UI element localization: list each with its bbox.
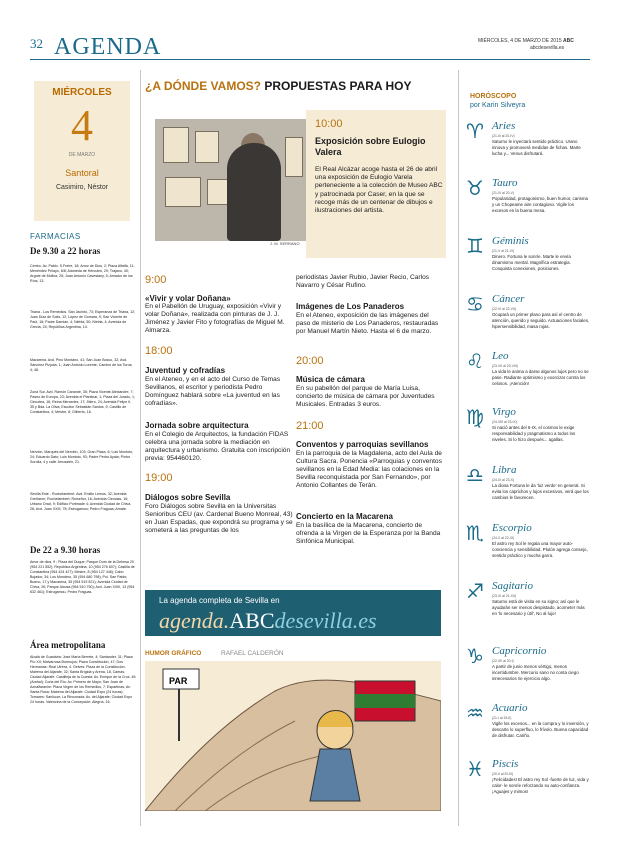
zodiac-1-icon: ♈	[466, 119, 484, 143]
month: DE MARZO	[68, 152, 96, 158]
zodiac-9-icon: ♐	[466, 579, 484, 603]
event-text: periodistas Javier Rubio, Javier Recio, Carlos Navarro y César Rufino.	[296, 274, 430, 289]
zodiac-4-icon: ♋	[466, 292, 484, 316]
event-text: En la basílica de la Macarena, concierto de ofrenda a la Virgen de la Esperanza por la Banda Sinfónica Municipal.	[296, 522, 441, 545]
zodiac-5-icon: ♌	[466, 349, 484, 373]
header-rule	[30, 59, 590, 60]
event-time: 21:00	[296, 420, 324, 432]
featured-text: El Real Alcázar acoge hasta el 26 de abril una exposición de Eulogio Varela perteneciente a la colección de Museo ABC y patrocinada por Caser, en la que se recoge más de un centenar de dibujos e ilustraciones del artista.	[315, 166, 443, 215]
event-text: En su pabellón del parque de María Luisa, concierto de música de cámara por Juventudes Musicales. Entradas 3 euros.	[296, 385, 435, 408]
sign-text: Saturno está de visita en su signo; así que le ayudarán ser menos despistado, acometer más en 'lo necesario y útil', No al lujo!	[492, 599, 585, 616]
zodiac-10-icon: ♑	[466, 644, 484, 668]
sign-text: El astro rey Sol le regala una mayor auto-conciencia y sensibilidad. Plutón agrega consejo, sentido práctico y mucha garra.	[492, 541, 588, 558]
proposals-title: ¿A DÓNDE VAMOS? PROPUESTAS PARA HOY	[145, 79, 412, 93]
featured-time: 10:00	[315, 118, 343, 130]
header-site: abcdesevilla.es	[530, 45, 565, 51]
sign-name: Acuario	[492, 702, 528, 714]
sign-name: Sagitario	[492, 580, 533, 592]
sign-dates: (24-X al 22-XI)	[492, 536, 515, 540]
zodiac-8-icon: ♏	[466, 521, 484, 545]
event-time: 18:00	[145, 345, 173, 357]
event-title: Jornada sobre arquitectura	[145, 421, 249, 430]
agenda-banner[interactable]	[145, 590, 441, 636]
event-text: En el Pabellón de Uruguay, exposición «Vivir y volar Doñana», realizada con pinturas de J. J. Jiménez y Javier Fito y fotografías de Miguel M. Almarza.	[145, 303, 285, 334]
horoscope-title: HORÓSCOPO	[470, 93, 517, 100]
weekday: MIÉRCOLES	[52, 87, 112, 98]
pharmacy-block: Centro. Av. Pablo. S.Freire, 18; Amor de Dios, 2; Plaza Alfalfa, 11; Menéndez Pelayo, 6/8; Alameda de Hércules, 29; Trajano, 40; Argote de Molina, 25; Juan Antonio Cavestany, 5; Amador de los Ríos, 13.	[30, 264, 135, 283]
date-box	[34, 81, 130, 221]
sign-dates: (20-II al 20-III)	[492, 772, 514, 776]
sign-dates: (21-V al 21-VI)	[492, 249, 515, 253]
event-title: Imágenes de Los Panaderos	[296, 302, 405, 311]
zodiac-7-icon: ♎	[466, 463, 484, 487]
sign-dates: (24-IX al 23-X)	[492, 478, 515, 482]
sign-dates: (21-I al 19-II)	[492, 716, 512, 720]
featured-title: Exposición sobre Eulogio Valera	[315, 136, 426, 157]
sign-text: Ocupará un primer plano para así el centro de atención, querido y seguido. Actuaciones faciales, hipersensibilidad, masa rojas.	[492, 312, 590, 329]
event-title: «Vivir y volar Doñana»	[145, 294, 231, 303]
pharmacy-block: Sevilla Este - Rochelambert. Avd. Emilio Lemos, 32; Avenida Greñaron; Rochelambert; Ruiseñor, 16; Avenida Ciencias, 16; Urbano Orad, 9; Edificio Portmade 4; Avenida Ciudad de Chiva, 26; Avd. Juan XXIII, 78; Estrugamou; Pedro Fraguas; Amate.	[30, 492, 132, 511]
sign-dates: (22-XII al 20-I)	[492, 659, 514, 663]
pharmacy-block: Amor de dios, 9 ; Plaza del Duque; Parque Dom de la Dehesa 20 (954 221 552); República Argentina, 10 (954 276 607); Castilla de Constantina (954 424 427); Mestre, 8 (954 127 446); Cabo Bojador, 34; Los Mondero, 35 (954 680 798); Pol. San Pablo; Bueno, 17 y Macarena, 35 (954 519 521); Avenida Ciudad de Chiva, 26; Parque Alcosa (954 510 750); Avd. Juan XXIII, 13 (954 632 461); Estrugamou, Pedro Fraguas.	[30, 560, 135, 594]
sign-text: A partir de junio menos vértigo, menos incertidumbre. Mercurio sano no conta ciego innecesarios rie ejercicio algo.	[492, 664, 579, 681]
sign-name: Piscis	[492, 758, 519, 770]
pharmacy-hours-night: De 22 a 9.30 horas	[30, 545, 101, 555]
banner-url[interactable]: agenda.ABCdesevilla.es	[159, 608, 377, 633]
sign-name: Cáncer	[492, 293, 525, 305]
sign-dates: (23-XI al 21-XII)	[492, 594, 516, 598]
pharmacy-block: Macarena. Avd. Pino Montano, 41; San Juan Bosco, 32; Avd. Sánchez Pizjuán, 1; Juan Antonio Lorente; Camino de los Toros; 4; 48.	[30, 358, 133, 372]
santoral-label: Santoral	[65, 168, 99, 178]
event-title: Diálogos sobre Sevilla	[145, 493, 231, 502]
sign-text: Vigile los excesos... en la compra y lo inversión, y descarte lo superfluo, lo frívolo. Buena capacidad de disfrutar. Cariño.	[492, 721, 589, 738]
sign-text: Si nació antes del 6-IX, el cosmos le exige responsabilidad y pragmatismo a todos los niveles. Si lo hizo después... agallas.	[492, 425, 576, 442]
sign-text: ¡Felicidades! El astro rey Sol -fuerte de luz, vida y calor- le sonríe reforzando su auto-confianza. ¡Aguajes y mimos!	[492, 777, 589, 794]
zodiac-3-icon: ♊	[466, 234, 484, 258]
event-title: Música de cámara	[296, 375, 365, 384]
event-time: 9:00	[145, 274, 167, 286]
sign-name: Aries	[492, 120, 516, 132]
sign-name: Libra	[492, 464, 517, 476]
pharmacy-hours-day: De 9.30 a 22 horas	[30, 246, 101, 256]
metro-area-title: Área metropolitana	[30, 640, 106, 650]
zodiac-2-icon: ♉	[466, 176, 484, 200]
sign-text: Popularidad, protagonismo, buen humor, carisma y un Chopeame aire contagioso. Vigile los excesos en la buena mesa.	[492, 196, 588, 213]
zodiac-11-icon: ♒	[466, 701, 484, 725]
photo-credit: J. M. SERRANO	[270, 241, 300, 246]
sign-name: Escorpio	[492, 522, 532, 534]
page-number: 32	[30, 36, 43, 51]
pharmacies-title: FARMACIAS	[30, 232, 81, 241]
event-text: En el Ateneo, y en el acto del Curso de Temas Sevillanos, el escritor y periodista Pedro Domínguez hablará sobre «La juventud en las cofradías».	[145, 376, 281, 407]
event-text: En el Colegio de Arquitectos, la fundación FIDAS celebra una jornada sobre la mediación en arquitectura y urbanismo. Gratuita con inscripción previa: 954460120.	[145, 431, 291, 462]
cartoon-sign-text: PAR	[169, 676, 188, 686]
sign-text: La vida le anima a darse algunos lujos pero no se pase. Radiante optimismo y exorcizar contra los celosos. ¡Atención!	[492, 369, 589, 386]
event-title: Juventud y cofradías	[145, 366, 226, 375]
sign-dates: (21-IV al 20-V)	[492, 191, 515, 195]
header-date: MIÉRCOLES, 4 DE MARZO DE 2015 ABC	[478, 38, 574, 44]
sign-text: Dinero. Fortuna le sonríe. Marte le envía dinamismo mental. Magnífica estrategia. Conquista conexiones, posiciones.	[492, 254, 571, 271]
humor-author: RAFAEL CALDERÓN	[221, 650, 284, 657]
sign-name: Tauro	[492, 177, 518, 189]
column-divider	[458, 70, 459, 826]
sign-name: Géminis	[492, 235, 529, 247]
sign-name: Leo	[492, 350, 509, 362]
sign-name: Virgo	[492, 406, 516, 418]
banner-line: La agenda completa de Sevilla en	[159, 596, 280, 605]
event-text: Foro Diálogos sobre Sevilla en la Universitas Senioribus CEU (av. Cardenal Bueno Monreal, 43) en Juan Espadas, que expondrá su programa y se someterá a las preguntas de los	[145, 503, 293, 534]
sign-text: Saturno le inyectará sentido práctico. Urano innova y promoverá medidas de fichas. Marte lucha y... Venus disfrutará.	[492, 139, 581, 156]
sign-dates: (23-VII al 23-VIII)	[492, 364, 518, 368]
zodiac-12-icon: ♓	[466, 757, 484, 781]
pharmacy-block: Zona Sur. Avd. Ramón Carande, 35; Plaza Vicente Aleixandre, 7; Paseo de Europa, 23; Avenida el Plantinar, 1; Plaza del Jurado, 1; Cincotea, 16; Reina Mercedes, 17; Jiliero, 24; Avenida Felipe II, 35 y Bda. La Oliva; Escultor Sebastián Santos, 9; Castillo de Constantina, 4; Mestre, 8; Gilberto, 16.	[30, 390, 136, 414]
sign-text: La diosa Fortuna le da 'luz verde' en general. Si evita los caprichos y lujos excesivos, verá que los cambios le favorecen.	[492, 483, 589, 500]
day-number: 4	[71, 101, 93, 150]
pharmacy-block: Nervión. Marqués del Nervión, 103; Gran Plaza, 6; Luis Montoto, 24; Eduardo Dato; Luis Montoto, 93; Padre Pedro Ayala; Pintor Sorolla, 4 y calle Jerusalén, 21.	[30, 450, 134, 464]
event-time: 20:00	[296, 355, 324, 367]
section-title: AGENDA	[54, 34, 162, 60]
cartoon-illustration	[145, 661, 441, 811]
sign-name: Capricornio	[492, 645, 547, 657]
column-divider	[140, 70, 141, 826]
pharmacy-block: Triana - Los Remedios. San Jacinto, 73; Esperanza de Triana, 12; Juan Díaz de Solís, 12; López de Gomara, 9; San Vicente de Paúl, 16; Padre Damián, 4; Niebla, 50; Niebla, 4; Avenida de Grecia, 24; República Argentina, 14.	[30, 310, 136, 329]
pharmacy-block: Alcalá de Guadaíra: José María Berrete, 4; Santander, 31; Plaza Pío XII; Malvarrosa Bormujos; Plaza Constitución, 47; Dos Hermanas: Real Utrera, 4. Gelves: Plaza de la Constitución. Mairena del Aljarafe, 32; Santa Brígida y Arena, 18, Camas; Ciudad Aljarafe. Castilleja de la Cuesta: Av. Enrique de la Cruz, 46 (Arahal); Coria del Río: Av. Primero de Mayo; San Juan de Aznalfarache: Plaza Virgen de los Remedios, 7; Espartinas: Av. Santa Rosa; Mairena del Aljarafe: Ciudad Expo (24 horas); Tomares: Sanlúcar; La Rinconada: Av. del Aljarafe; Ciudad Expo 24 horas. Valencina de la Concepción: Alegría, 16.	[30, 655, 136, 704]
event-text: En la parroquia de la Magdalena, acto del Aula de Cultura Sacra. Ponencia «Parroquias y conventos sevillanos en la Edad Media: las colaciones en la Sevilla reconquistada por San Fernando», por Antonio Collantes de Terán.	[296, 450, 442, 489]
event-text: En el Ateneo, exposición de las imágenes del paso de misterio de Los Panaderos, restauradas por Manuel Martín Nieto. Hasta el 6 de marzo.	[296, 312, 439, 335]
sign-dates: (22-VI al 22-VII)	[492, 307, 516, 311]
zodiac-6-icon: ♍	[466, 405, 484, 429]
event-time: 19:00	[145, 472, 173, 484]
saints: Casimiro, Néstor	[55, 184, 109, 191]
event-title: Conventos y parroquias sevillanos	[296, 440, 429, 449]
humor-label: HUMOR GRÁFICO	[145, 650, 202, 657]
sign-dates: (24-VIII al 23-IX)	[492, 420, 517, 424]
sign-dates: (21-III al 20-IV)	[492, 134, 515, 138]
horoscope-author: por Karin Silveyra	[470, 102, 526, 109]
event-title: Concierto en la Macarena	[296, 512, 393, 521]
exhibition-photo	[155, 119, 307, 241]
